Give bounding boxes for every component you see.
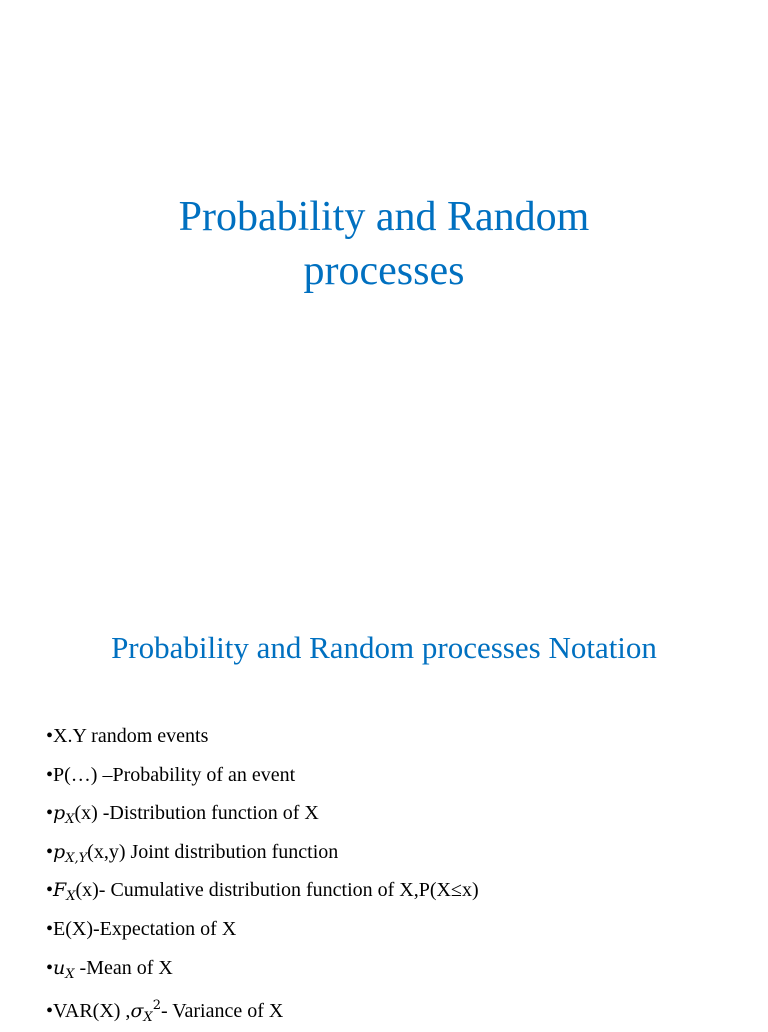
math-subscript: X (66, 889, 76, 905)
item-text: P(…) –Probability of an event (53, 763, 296, 786)
slide-title (0, 190, 768, 298)
math-subscript: X,Y (65, 850, 88, 866)
list-item (46, 722, 479, 761)
list-item (46, 838, 479, 877)
bullet: • (46, 763, 54, 786)
list-item (46, 876, 479, 915)
bullet: • (46, 879, 54, 902)
list-item (46, 761, 479, 800)
notation-section-title: Probability and Random processes Notation (111, 630, 657, 665)
math-symbol: u (53, 956, 66, 979)
math-symbol: F (53, 879, 67, 902)
math-symbol: p (53, 802, 66, 825)
bullet: • (46, 956, 54, 979)
math-symbol: p (53, 840, 66, 863)
bullet: • (46, 802, 54, 825)
item-prefix: VAR(X) , (53, 1000, 131, 1023)
bullet: • (46, 840, 54, 863)
item-text: (x,y) Joint distribution function (87, 840, 339, 863)
math-subscript: X (143, 1010, 153, 1026)
item-text: X.Y random events (53, 725, 209, 747)
item-text: - Variance of X (160, 1000, 284, 1023)
item-text: -Mean of X (74, 956, 173, 979)
list-item (46, 915, 479, 954)
item-text: (x) -Distribution function of X (74, 802, 319, 825)
slide-title-line-2: processes (303, 248, 465, 294)
math-superscript: 2 (152, 998, 161, 1014)
math-subscript: X (65, 966, 75, 982)
item-text: E(X)-Expectation of X (53, 917, 237, 940)
notation-list (46, 722, 479, 1031)
list-item (46, 992, 479, 1031)
bullet: • (46, 1000, 54, 1023)
bullet: • (46, 725, 54, 747)
math-subscript: X (65, 812, 75, 828)
list-item (46, 954, 479, 993)
bullet: • (46, 917, 54, 940)
math-symbol: σ (130, 1000, 144, 1023)
slide-title-line-1: Probability and Random (178, 194, 590, 240)
item-text: (x)- Cumulative distribution function of X,P(X≤x) (75, 879, 479, 902)
list-item (46, 799, 479, 838)
